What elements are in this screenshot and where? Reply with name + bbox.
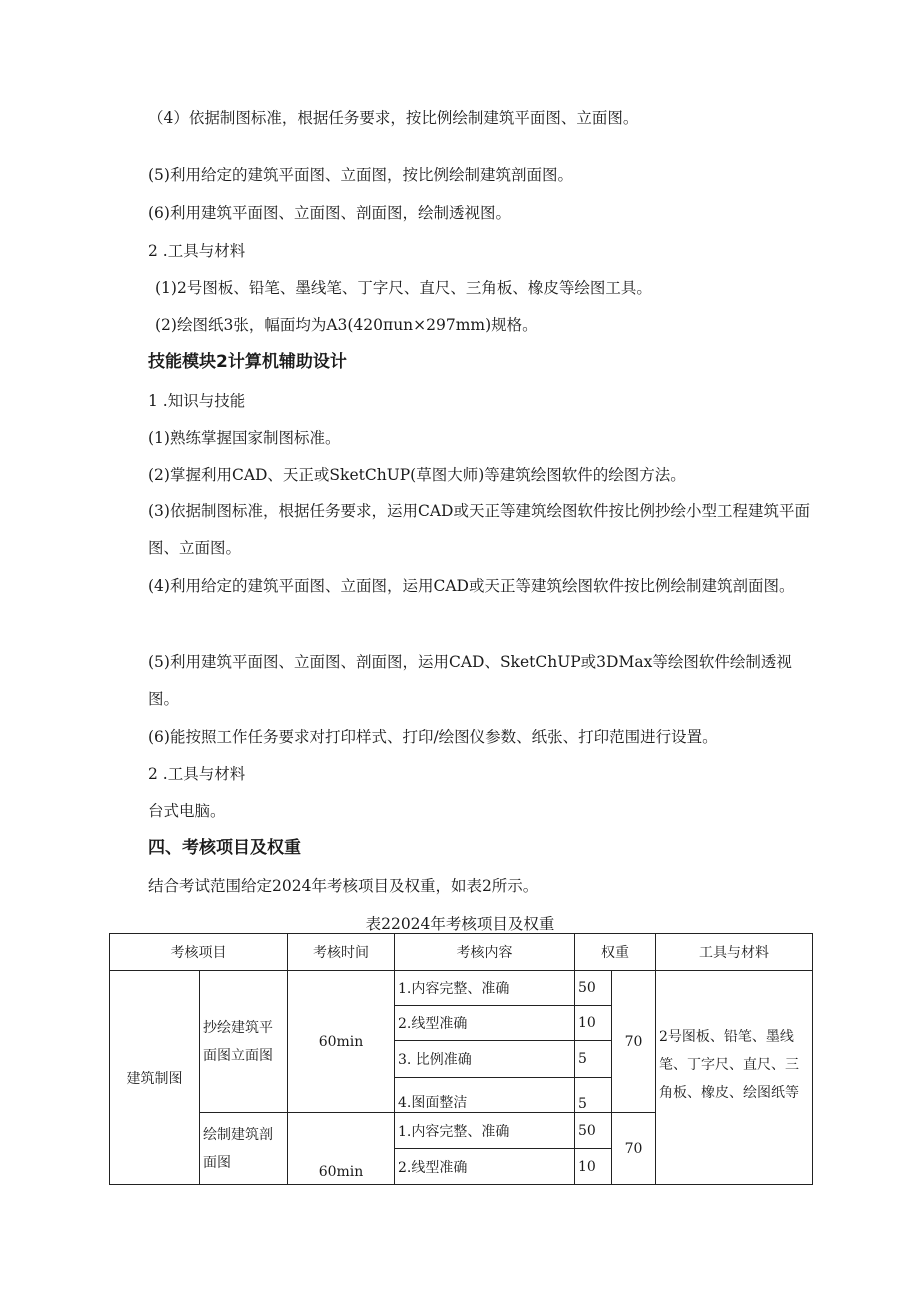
- group2-content-2: 2.线型准确: [395, 1149, 575, 1185]
- header-tools: 工具与材料: [656, 934, 813, 971]
- section1-tools-heading: 2 .工具与材料: [148, 242, 246, 260]
- group2-content-1: 1.内容完整、准确: [395, 1113, 575, 1149]
- group1-score-2: 10: [575, 1006, 612, 1041]
- group1-score-1: 50: [575, 971, 612, 1006]
- module2-heading: 技能模块2计算机辅助设计: [148, 352, 347, 372]
- module2-knowledge-heading: 1 .知识与技能: [148, 392, 246, 410]
- header-project: 考核项目: [110, 934, 288, 971]
- module2-item-5: (5)利用建筑平面图、立面图、剖面图，运用CAD、SketChUP或3DMax等绘图软件绘制透视图。: [148, 653, 792, 708]
- module2-tools-heading: 2 .工具与材料: [148, 765, 246, 783]
- group1-content-4: 4.图面整洁: [395, 1078, 575, 1113]
- group2-name: 绘制建筑剖面图: [200, 1113, 288, 1185]
- group1-content-3: 3. 比例准确: [395, 1041, 575, 1078]
- group2-total: 70: [612, 1113, 656, 1185]
- module2-item-2: (2)掌握利用CAD、天正或SketChUP(草图大师)等建筑绘图软件的绘图方法。: [148, 466, 686, 484]
- module2-item-1: (1)熟练掌握国家制图标准。: [148, 429, 341, 447]
- group1-total: 70: [612, 971, 656, 1113]
- section1-item-5: (5)利用给定的建筑平面图、立面图，按比例绘制建筑剖面图。: [148, 166, 573, 184]
- group1-name: 抄绘建筑平面图立面图: [200, 971, 288, 1113]
- section4-heading: 四、考核项目及权重: [148, 838, 301, 858]
- group2-time: 60min: [288, 1113, 395, 1185]
- group1-score-3: 5: [575, 1041, 612, 1078]
- header-time: 考核时间: [288, 934, 395, 971]
- module2-item-6: (6)能按照工作任务要求对打印样式、打印/绘图仪参数、纸张、打印范围进行设置。: [148, 728, 718, 746]
- section1-tool-1: (1)2号图板、铅笔、墨线笔、丁字尺、直尺、三角板、橡皮等绘图工具。: [155, 279, 652, 297]
- section1-tool-2: (2)绘图纸3张，幅面均为A3(420πun×297mm)规格。: [155, 316, 538, 334]
- section1-item-4: （4）依据制图标准，根据任务要求，按比例绘制建筑平面图、立面图。: [148, 109, 639, 127]
- table-caption: 表22024年考核项目及权重: [365, 915, 555, 933]
- header-content: 考核内容: [395, 934, 575, 971]
- table-header-row: [110, 934, 813, 971]
- module2-item-3: (3)依据制图标准，根据任务要求，运用CAD或天正等建筑绘图软件按比例抄绘小型工程建筑平面图、立面图。: [148, 502, 810, 557]
- section4-intro: 结合考试范围给定2024年考核项目及权重，如表2所示。: [148, 877, 539, 895]
- group2-score-1: 50: [575, 1113, 612, 1149]
- group1-content-2: 2.线型准确: [395, 1006, 575, 1041]
- assessment-table: [109, 933, 813, 1185]
- category-cell: 建筑制图: [110, 971, 200, 1185]
- section1-item-6: (6)利用建筑平面图、立面图、剖面图，绘制透视图。: [148, 204, 511, 222]
- group1-content-1: 1.内容完整、准确: [395, 971, 575, 1006]
- tools-cell: 2号图板、铅笔、墨线笔、丁字尺、直尺、三角板、橡皮、绘图纸等: [656, 971, 813, 1185]
- module2-tools-text: 台式电脑。: [148, 802, 226, 820]
- group1-time: 60min: [288, 971, 395, 1113]
- module2-item-4: (4)利用给定的建筑平面图、立面图，运用CAD或天正等建筑绘图软件按比例绘制建筑剖面图。: [148, 577, 795, 595]
- group2-score-2: 10: [575, 1149, 612, 1185]
- header-weight: 权重: [575, 934, 656, 971]
- group1-score-4: 5: [575, 1078, 612, 1113]
- table-row: [110, 971, 813, 1006]
